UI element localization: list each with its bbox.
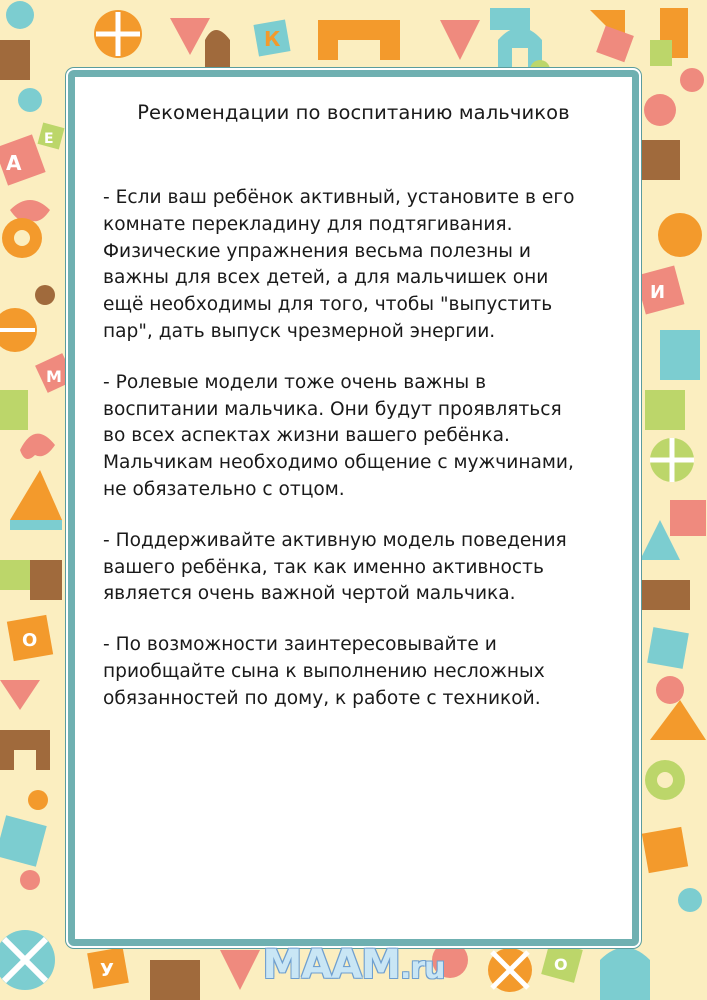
triangle-icon xyxy=(440,20,480,60)
paragraph-4: - По возможности заинтересовывайте и приобщайте сына к выполнению несложных обязанностей по дому, к работе с техникой. xyxy=(103,634,545,709)
letter-tile-m: М xyxy=(46,367,62,386)
letter-tile-o-bottom: О xyxy=(554,955,568,974)
letter-tile-o: О xyxy=(22,630,38,651)
paragraph-3: - Поддерживайте активную модель поведения вашего ребёнка, так как именно активность является очень важной чертой мальчика. xyxy=(103,529,567,605)
letter-tile-k: К xyxy=(264,27,281,51)
circle-icon xyxy=(6,1,34,29)
paragraph-1: - Если ваш ребёнок активный, установите в его комнате перекладину для подтягивания. Физические упражнения весьма полезны и важны для всех детей, а для мальчишек они ещё необходимы для того, чтобы "выпустить пар", дать выпуск чрезмерной энергии. xyxy=(103,187,575,342)
arch-block-icon xyxy=(318,20,400,60)
letter-tile-a: А xyxy=(6,151,22,175)
triangle-icon xyxy=(170,18,210,55)
page-title: Рекомендации по воспитанию мальчиков xyxy=(137,101,570,124)
watermark-name: MAAM xyxy=(262,942,400,988)
paragraph-2: - Ролевые модели тоже очень важны в воспитании мальчика. Они будут проявляться во всех аспектах жизни вашего ребёнка. Мальчикам необходимо общение с мужчинами, не обязательно с отцом. xyxy=(103,371,574,500)
letter-tile-e: Е xyxy=(44,131,54,147)
document-frame xyxy=(68,70,639,946)
letter-tile-i: И xyxy=(650,282,666,303)
letter-tile-u: У xyxy=(100,960,114,981)
site-watermark xyxy=(0,942,707,988)
document-body xyxy=(103,185,623,737)
watermark-domain: .ru xyxy=(399,951,445,986)
